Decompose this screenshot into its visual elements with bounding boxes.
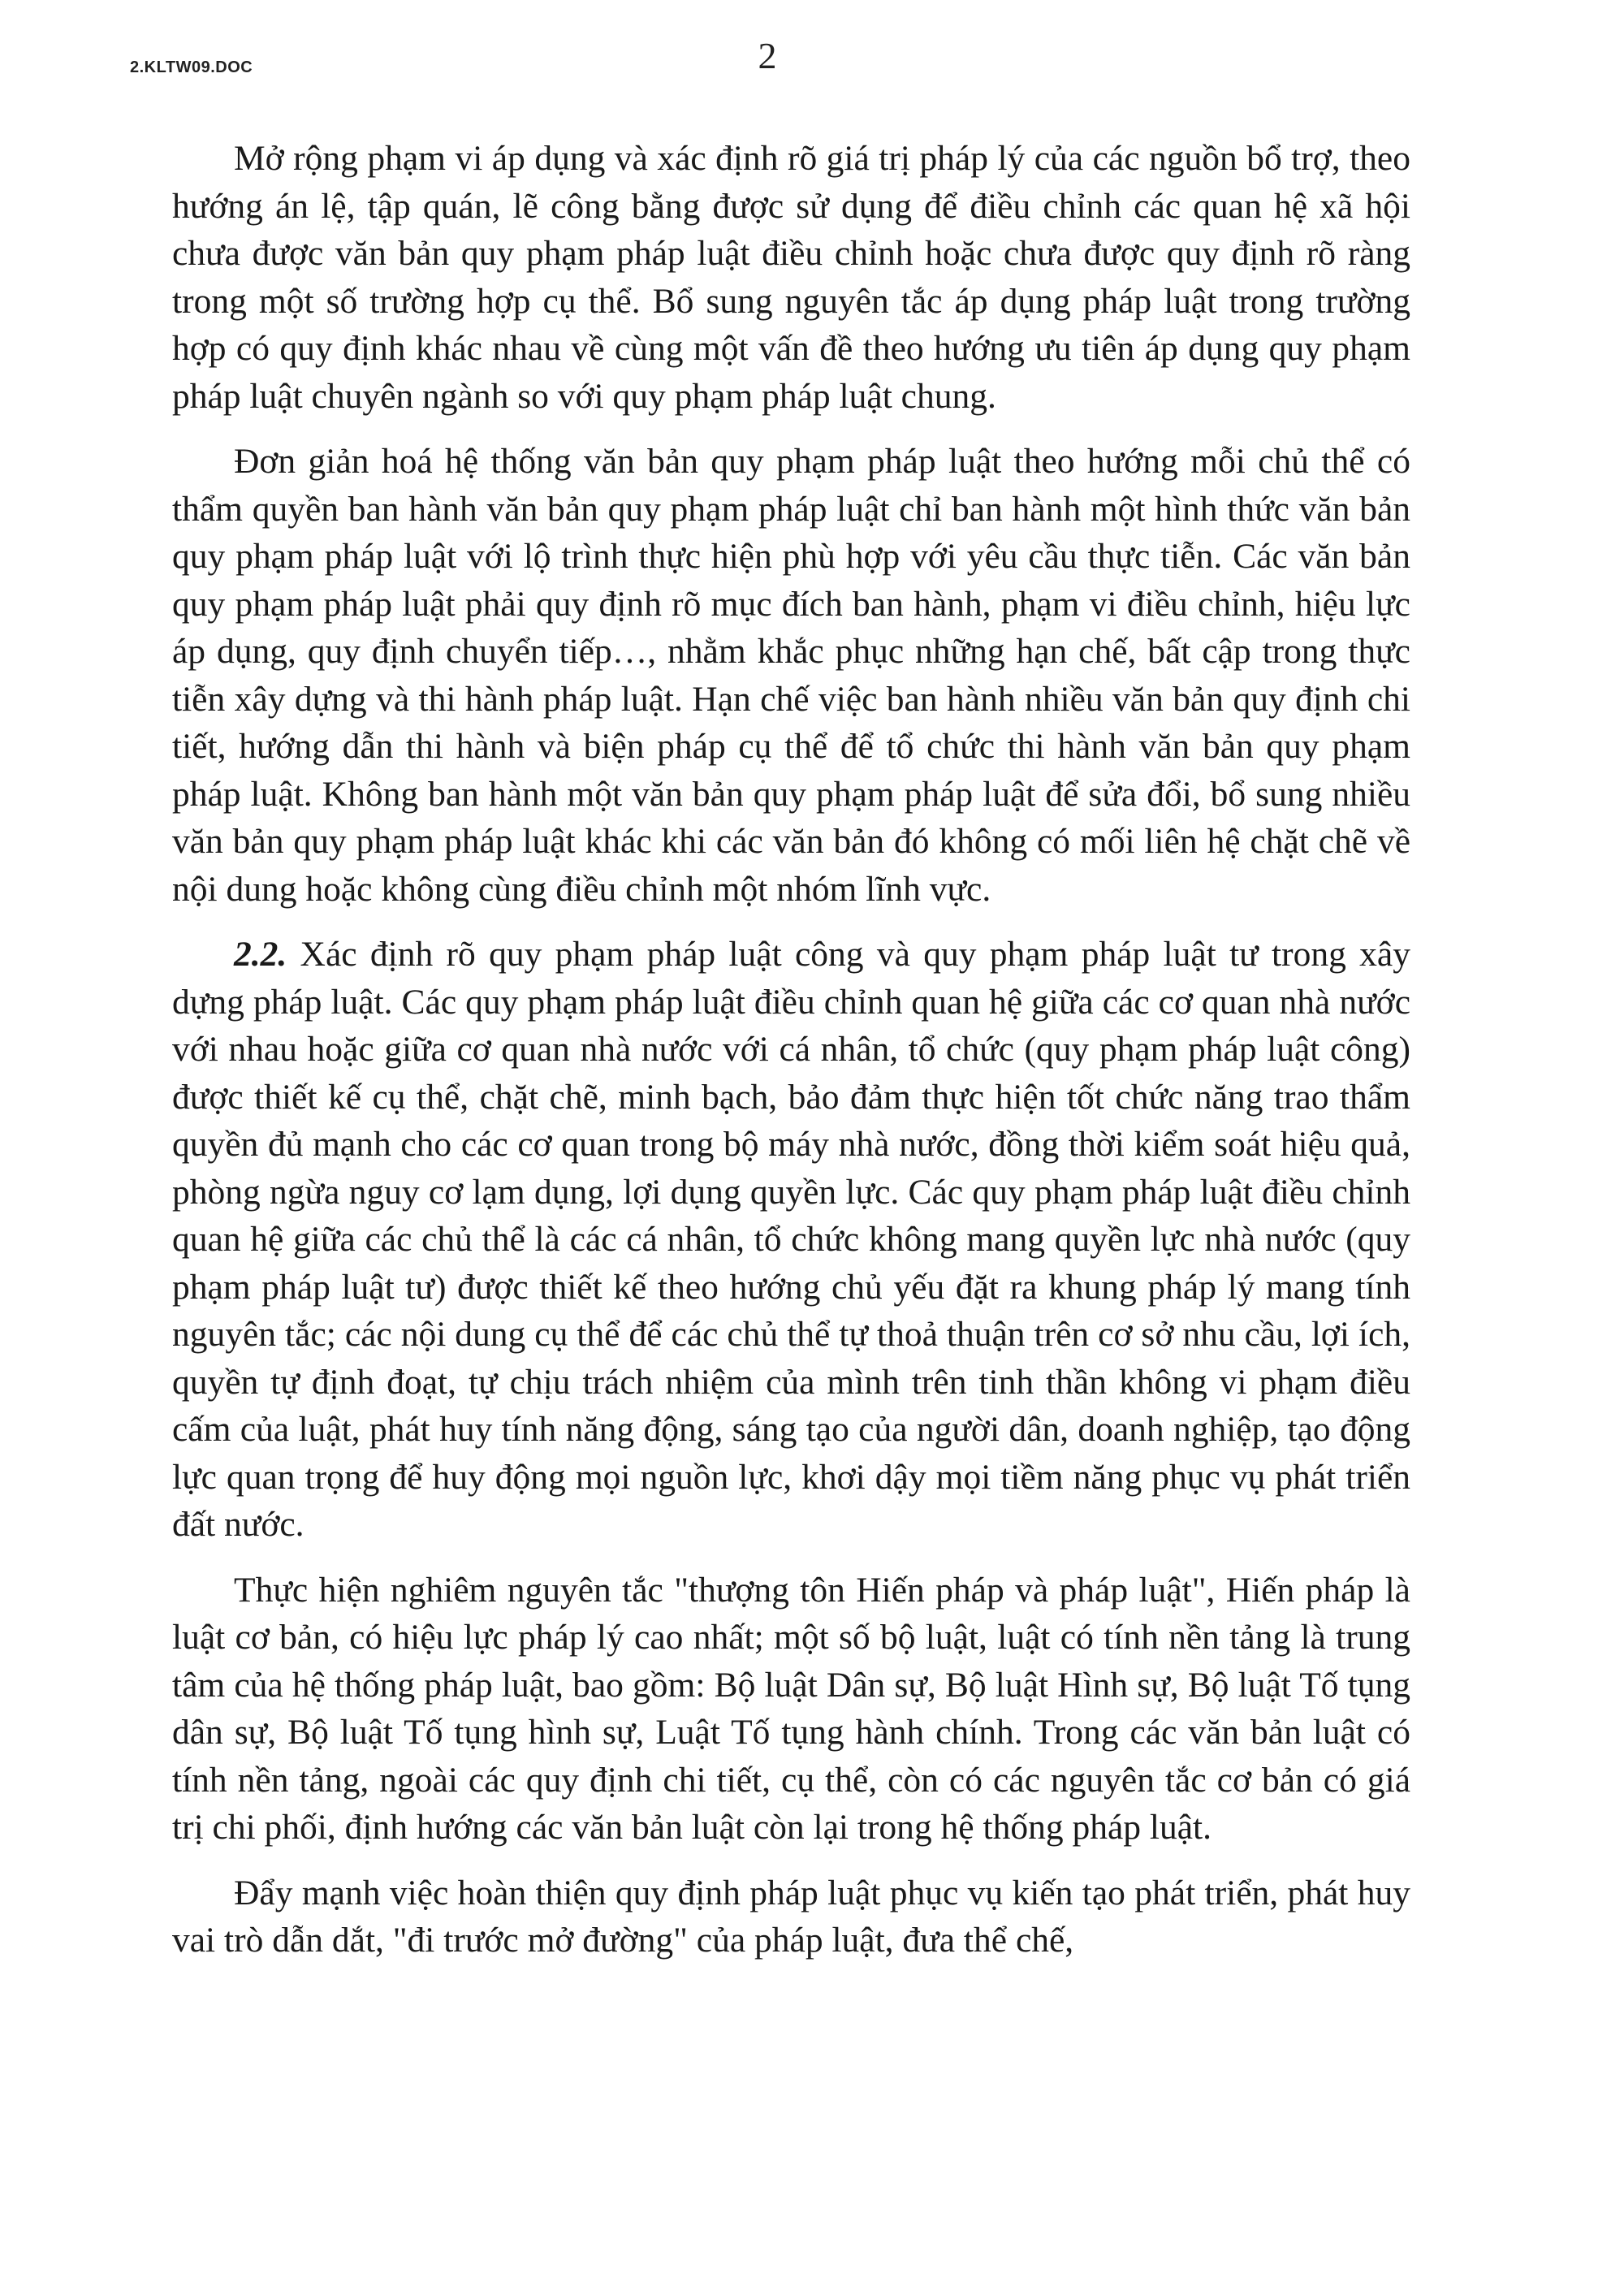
paragraph-3 — [172, 931, 1410, 1549]
document-body — [172, 135, 1410, 1982]
paragraph-5 — [172, 1869, 1410, 1964]
paragraph-5-text: Đẩy mạnh việc hoàn thiện quy định pháp luật phục vụ kiến tạo phát triển, phát huy vai trò dẫn dắt, "đi trước mở đường" của pháp luật, đưa thể chế, — [172, 1873, 1410, 1960]
paragraph-2-text: Đơn giản hoá hệ thống văn bản quy phạm pháp luật theo hướng mỗi chủ thể có thẩm quyền ban hành văn bản quy phạm pháp luật chỉ ban hành một hình thức văn bản quy phạm pháp luật với lộ trình thực hiện phù hợp với yêu cầu thực tiễn. Các văn bản quy phạm pháp luật phải quy định rõ mục đích ban hành, phạm vi điều chỉnh, hiệu lực áp dụng, quy định chuyển tiếp…, nhằm khắc phục những hạn chế, bất cập trong thực tiễn xây dựng và thi hành pháp luật. Hạn chế việc ban hành nhiều văn bản quy định chi tiết, hướng dẫn thi hành và biện pháp cụ thể để tổ chức thi hành văn bản quy phạm pháp luật. Không ban hành một văn bản quy phạm pháp luật để sửa đổi, bổ sung nhiều văn bản quy phạm pháp luật khác khi các văn bản đó không có mối liên hệ chặt chẽ về nội dung hoặc không cùng điều chỉnh một nhóm lĩnh vực. — [172, 442, 1410, 909]
paragraph-1-text: Mở rộng phạm vi áp dụng và xác định rõ giá trị pháp lý của các nguồn bổ trợ, theo hướng án lệ, tập quán, lẽ công bằng được sử dụng để điều chỉnh các quan hệ xã hội chưa được văn bản quy phạm pháp luật điều chỉnh hoặc chưa được quy định rõ ràng trong một số trường hợp cụ thể. Bổ sung nguyên tắc áp dụng pháp luật trong trường hợp có quy định khác nhau về cùng một vấn đề theo hướng ưu tiên áp dụng quy phạm pháp luật chuyên ngành so với quy phạm pháp luật chung. — [172, 139, 1410, 416]
paragraph-3-text: Xác định rõ quy phạm pháp luật công và quy phạm pháp luật tư trong xây dựng pháp luật. Các quy phạm pháp luật điều chỉnh quan hệ giữa các cơ quan nhà nước với nhau hoặc giữa cơ quan nhà nước với cá nhân, tổ chức (quy phạm pháp luật công) được thiết kế cụ thể, chặt chẽ, minh bạch, bảo đảm thực hiện tốt chức năng trao thẩm quyền đủ mạnh cho các cơ quan trong bộ máy nhà nước, đồng thời kiểm soát hiệu quả, phòng ngừa nguy cơ lạm dụng, lợi dụng quyền lực. Các quy phạm pháp luật điều chỉnh quan hệ giữa các chủ thể là các cá nhân, tổ chức không mang quyền lực nhà nước (quy phạm pháp luật tư) được thiết kế theo hướng chủ yếu đặt ra khung pháp lý mang tính nguyên tắc; các nội dung cụ thể để các chủ thể tự thoả thuận trên cơ sở nhu cầu, lợi ích, quyền tự định đoạt, tự chịu trách nhiệm của mình trên tinh thần không vi phạm điều cấm của luật, phát huy tính năng động, sáng tạo của người dân, doanh nghiệp, tạo động lực quan trọng để huy động mọi nguồn lực, khơi dậy mọi tiềm năng phục vụ phát triển đất nước. — [172, 935, 1410, 1544]
section-number: 2.2. — [234, 935, 287, 974]
paragraph-4 — [172, 1567, 1410, 1852]
file-label: 2.KLTW09.DOC — [130, 58, 253, 76]
paragraph-2 — [172, 438, 1410, 913]
paragraph-1 — [172, 135, 1410, 420]
paragraph-4-text: Thực hiện nghiêm nguyên tắc "thượng tôn Hiến pháp và pháp luật", Hiến pháp là luật cơ bản, có hiệu lực pháp lý cao nhất; một số bộ luật, luật có tính nền tảng là trung tâm của hệ thống pháp luật, bao gồm: Bộ luật Dân sự, Bộ luật Hình sự, Bộ luật Tố tụng dân sự, Bộ luật Tố tụng hình sự, Luật Tố tụng hành chính. Trong các văn bản luật có tính nền tảng, ngoài các quy định chi tiết, cụ thể, còn có các nguyên tắc cơ bản có giá trị chi phối, định hướng các văn bản luật còn lại trong hệ thống pháp luật. — [172, 1570, 1410, 1847]
page-number: 2 — [758, 35, 777, 76]
